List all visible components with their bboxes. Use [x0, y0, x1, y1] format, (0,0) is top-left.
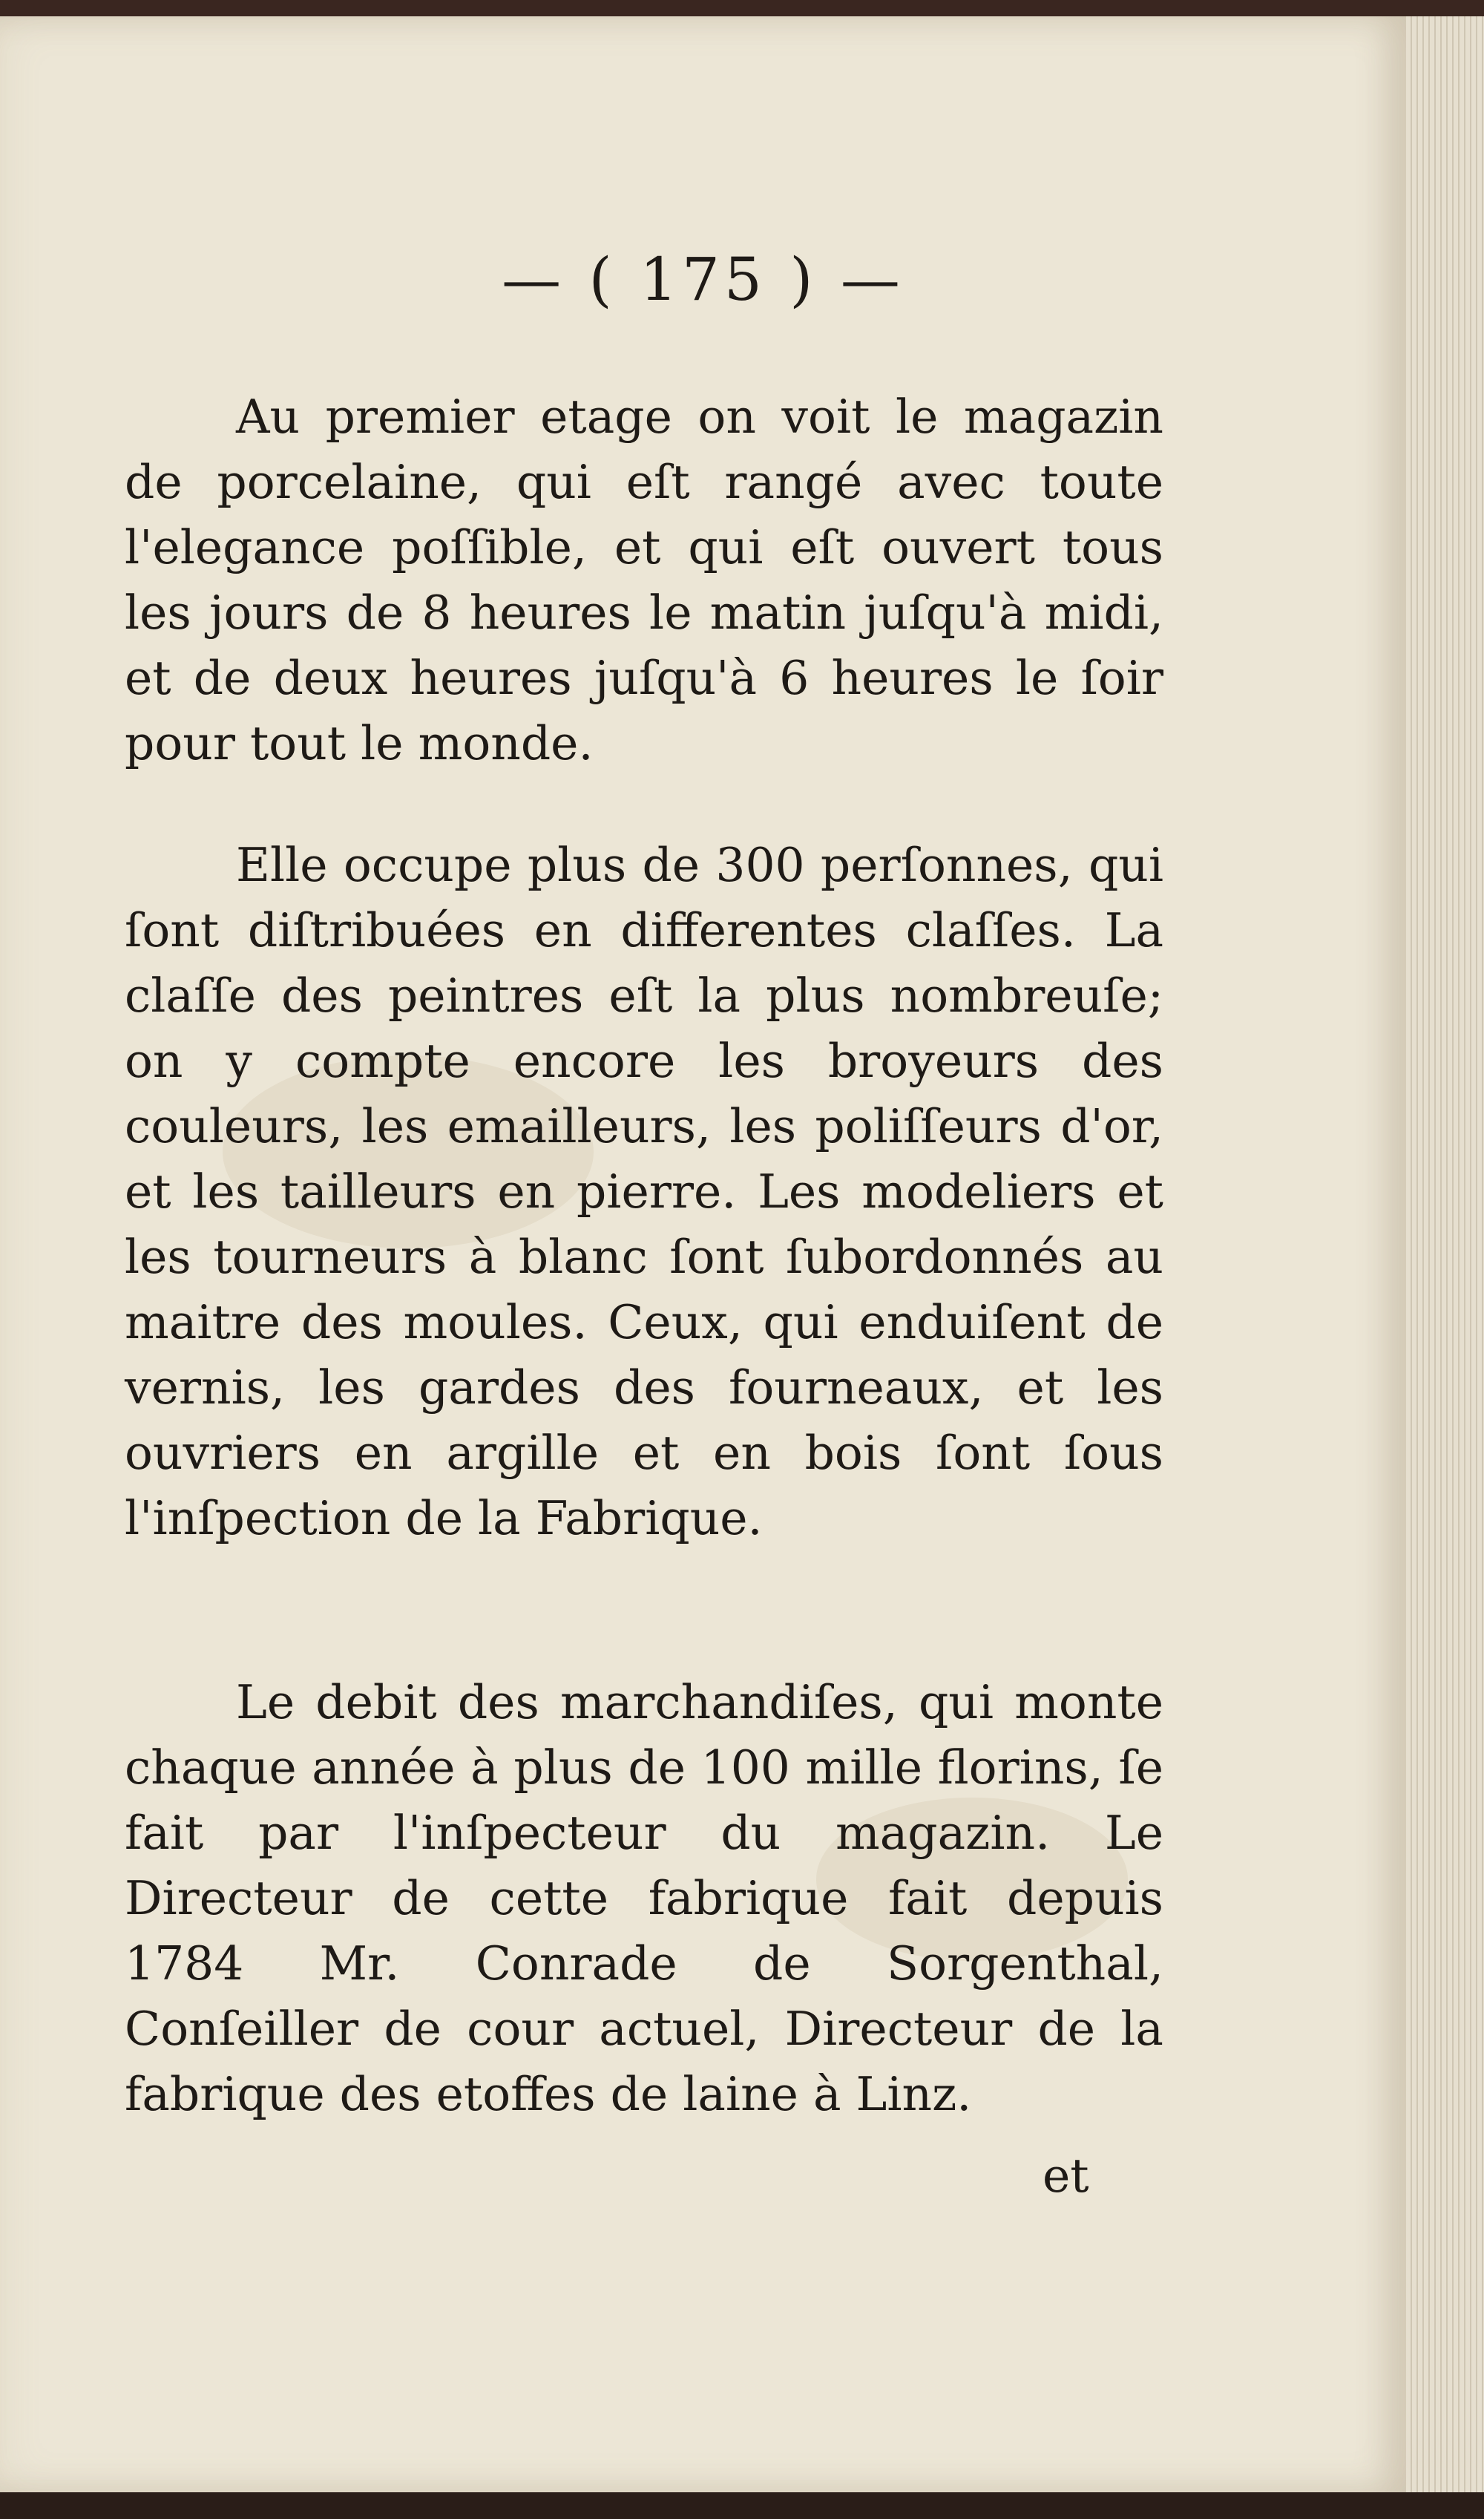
catchword: et: [1043, 2149, 1089, 2203]
paragraph: Le debit des marchandiſes, qui monte chaque année à plus de 100 mille florins, ſe fait par l'inſpecteur du magazin. Le Directeur de cette fabrique fait depuis 1784 Mr. Conrade de Sorgenthal, Conſeiller de cour actuel, Directeur de la fabrique des etoffes de laine à Linz.: [125, 1675, 1163, 2121]
book-bottom-edge: [0, 2492, 1484, 2519]
paragraph: Au premier etage on voit le magazin de porcelaine, qui eſt rangé avec toute l'elegance poſſible, et qui eſt ouvert tous les jours de 8 heures le matin juſqu'à midi, et de deux heures juſqu'à 6 heures le ſoir pour tout le monde.: [125, 390, 1163, 770]
paragraph: Elle occupe plus de 300 perſonnes, qui ſont diſtribuées en differentes claſſes. La claſſe des peintres eſt la plus nombreuſe; on y compte encore les broyeurs des couleurs, les emailleurs, les poliſſeurs d'or, et les tailleurs en pierre. Les modeliers et les tourneurs à blanc ſont ſubordonnés au maitre des moules. Ceux, qui enduiſent de vernis, les gardes des fourneaux, et les ouvriers en argille et en bois ſont ſous l'inſpection de la Fabrique.: [125, 838, 1163, 1545]
page-number-header: — ( 175 ) —: [502, 245, 904, 314]
page-stack-edge: [1406, 16, 1484, 2492]
book-top-edge: [0, 0, 1484, 16]
